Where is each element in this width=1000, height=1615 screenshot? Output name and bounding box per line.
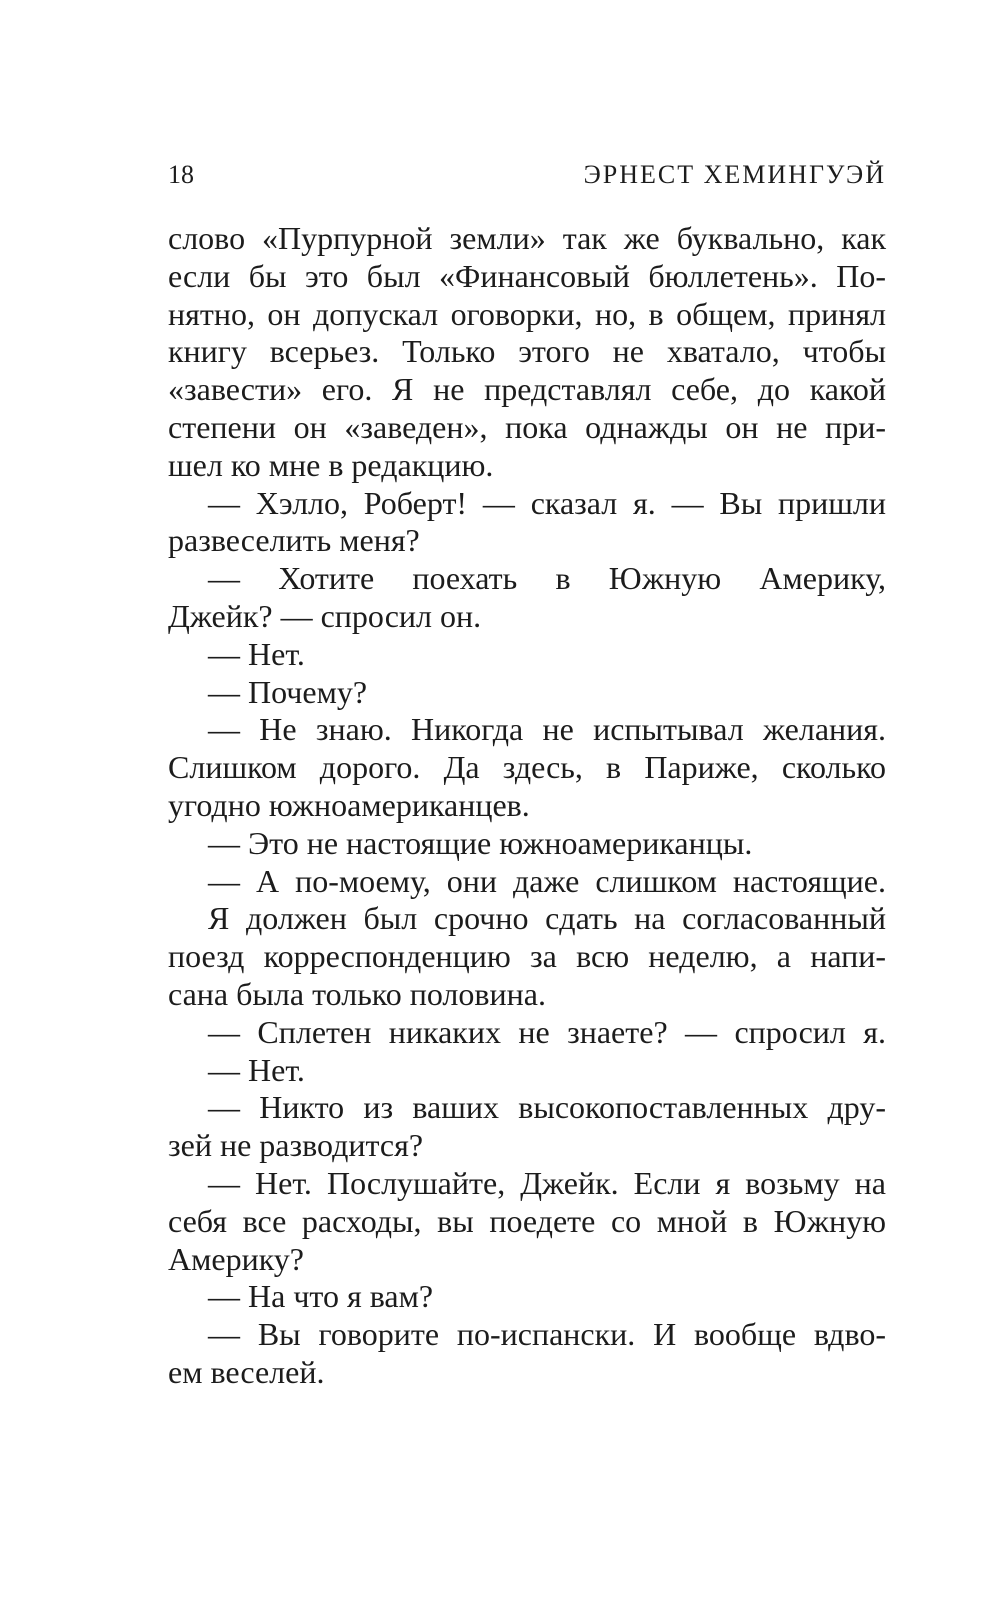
text-line: сана была только половина. [168, 975, 546, 1012]
text-line: — Никто из ваших высокопоставленных дру- [208, 1089, 886, 1126]
text-line: — Сплетен никаких не знаете? — спросил я. [208, 1013, 886, 1050]
text-line: — Не знаю. Никогда не испытывал желания. [208, 711, 886, 748]
running-head [168, 155, 886, 195]
text-line: шел ко мне в редакцию. [168, 446, 494, 483]
text-line: Я должен был срочно сдать на согласованный [208, 900, 886, 937]
text-line: степени он «заведен», пока однажды он не при- [168, 408, 886, 445]
text-line: если бы это был «Финансовый бюллетень». По- [168, 257, 886, 294]
text-line: слово «Пурпурной земли» так же буквально, как [168, 220, 886, 256]
text-line: — Это не настоящие южноамериканцы. [208, 824, 753, 861]
author-name: ЭРНЕСТ ХЕМИНГУЭЙ [583, 160, 886, 189]
text-line: — Вы говорите по-испански. И вообще вдво- [208, 1316, 886, 1353]
text-line: — Нет. [208, 1051, 305, 1088]
text-line: зей не разводится? [168, 1127, 424, 1164]
text-line: поезд корреспонденцию за всю неделю, а напи- [168, 938, 886, 975]
text-line: — Почему? [208, 673, 368, 710]
text-line: — Хэлло, Роберт! — сказал я. — Вы пришли [208, 484, 886, 521]
text-line: развеселить меня? [168, 522, 420, 559]
text-line: «завести» его. Я не представлял себе, до какой [168, 371, 886, 408]
text-line: — Хотите поехать в Южную Америку, [208, 560, 886, 597]
text-line: ем веселей. [168, 1353, 325, 1390]
text-line: Америку? [168, 1240, 304, 1277]
text-line: себя все расходы, вы поедете со мной в Южную [168, 1202, 886, 1239]
text-line: — Нет. [208, 635, 305, 672]
text-line: — Нет. Послушайте, Джейк. Если я возьму на [208, 1164, 886, 1201]
text-line: книгу всерьез. Только этого не хватало, чтобы [168, 333, 886, 370]
text-line: — На что я вам? [208, 1278, 434, 1315]
text-line: Слишком дорого. Да здесь, в Париже, сколько [168, 749, 886, 786]
text-line: нятно, он допускал оговорки, но, в общем, принял [168, 295, 886, 332]
text-line: — А по-моему, они даже слишком настоящие. [208, 862, 886, 899]
page-number: 18 [168, 160, 194, 189]
text-line: Джейк? — спросил он. [168, 597, 482, 634]
text-line: угодно южноамериканцев. [168, 786, 530, 823]
body-text [168, 220, 886, 1392]
